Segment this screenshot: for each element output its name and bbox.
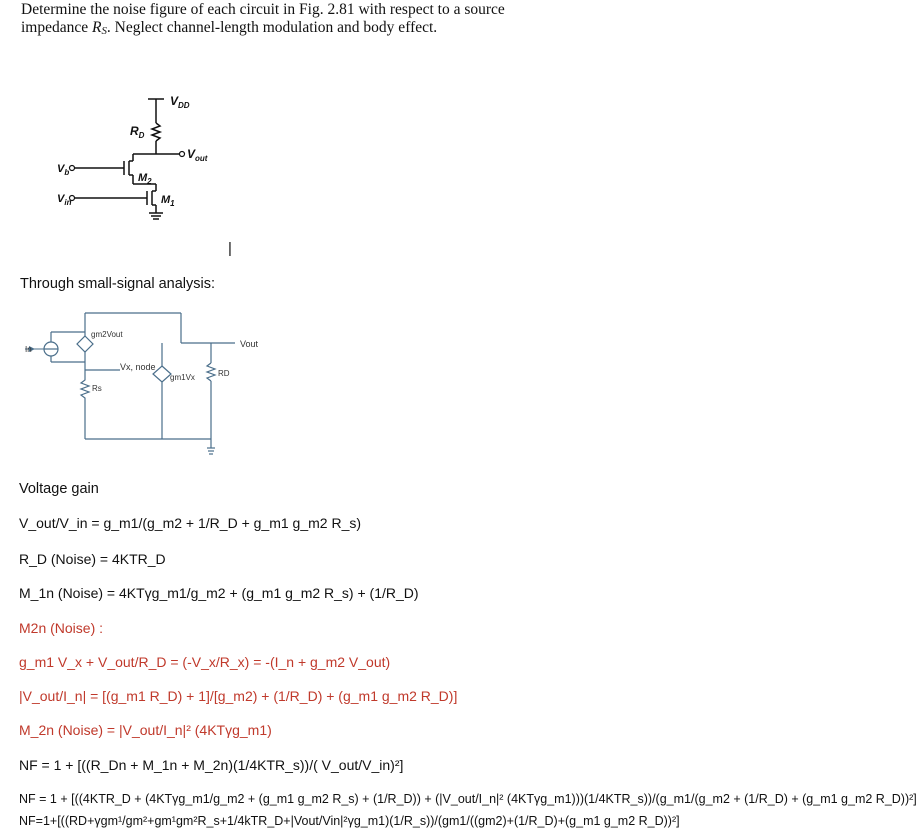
small-signal-schematic <box>25 308 295 473</box>
vdd-label: $V_{DD}$ <box>170 94 190 110</box>
problem-line-2: impedance RS. Neglect channel-length modulation and body effect. <box>21 19 438 37</box>
equation-vout-in-ratio: |V_out/I_n| = [(g_m1 R_D) + 1]/[g_m2) + (1/R_D) + (g_m1 g_m2 R_D)] <box>19 688 458 704</box>
m2-noise-heading: M2n (Noise) : <box>19 620 104 636</box>
small-signal-heading: Through small-signal analysis: <box>20 276 216 292</box>
equation-kcl: g_m1 V_x + V_out/R_D = (-V_x/R_x) = -(I_n + g_m2 V_out) <box>19 654 391 670</box>
vout-label-schematic: Vout <box>240 339 259 349</box>
problem-line-1: Determine the noise figure of each circuit in Fig. 2.81 with respect to a source <box>21 1 505 18</box>
problem-statement <box>21 1 781 40</box>
equation-nf-1: NF = 1 + [((R_Dn + M_1n + M_2n)(1/4KTR_s))/( V_out/V_in)²] <box>19 757 404 773</box>
m2-label: $M_2$ <box>138 172 152 186</box>
equation-m2-noise: M_2n (Noise) = |V_out/I_n|² (4KTγg_m1) <box>19 722 272 738</box>
voltage-gain-heading: Voltage gain <box>19 481 99 497</box>
rd-label-schematic: RD <box>218 369 230 378</box>
equation-rd-noise: R_D (Noise) = 4KTR_D <box>19 551 166 567</box>
text-cursor-mark: | <box>228 240 232 257</box>
equation-nf-3: NF=1+[((RD+γgm¹/gm²+gm¹gm²R_s+1/4kTR_D+|Vout/Vin|²γg_m1)(1/R_s))/(gm1/((gm2)+(1/R_D)+(g_m1 g_m2 R_D))²] <box>19 814 680 828</box>
rd-label: $R_D$ <box>130 124 145 140</box>
equation-m1-noise: M_1n (Noise) = 4KTγg_m1/g_m2 + (g_m1 g_m2 R_s) + (1/R_D) <box>19 585 419 601</box>
in-label: In <box>25 345 32 354</box>
equation-nf-2: NF = 1 + [((4KTR_D + (4KTγg_m1/g_m2 + (g_m1 g_m2 R_s) + (1/R_D)) + (|V_out/I_n|² (4KTγg_m1)))(1/4KTR_s))/(g_m1/(g_m2 + (1/R_D) + (g_m1 g_m2 R_D))²] <box>19 792 917 806</box>
cascode-circuit-diagram <box>57 85 260 240</box>
vx-label: Vx, node <box>120 362 156 372</box>
gm2-label: gm2Vout <box>91 330 123 339</box>
m1-label: $M_1$ <box>161 194 175 208</box>
vb-label: $V_b$ <box>57 163 70 177</box>
vout-label: $V_{out}$ <box>187 147 208 163</box>
rs-label: Rs <box>92 384 102 393</box>
gm1-label: gm1Vx <box>170 373 195 382</box>
vin-label: $V_{in}$ <box>57 193 72 207</box>
equation-gain: V_out/V_in = g_m1/(g_m2 + 1/R_D + g_m1 g_m2 R_s) <box>19 515 362 531</box>
